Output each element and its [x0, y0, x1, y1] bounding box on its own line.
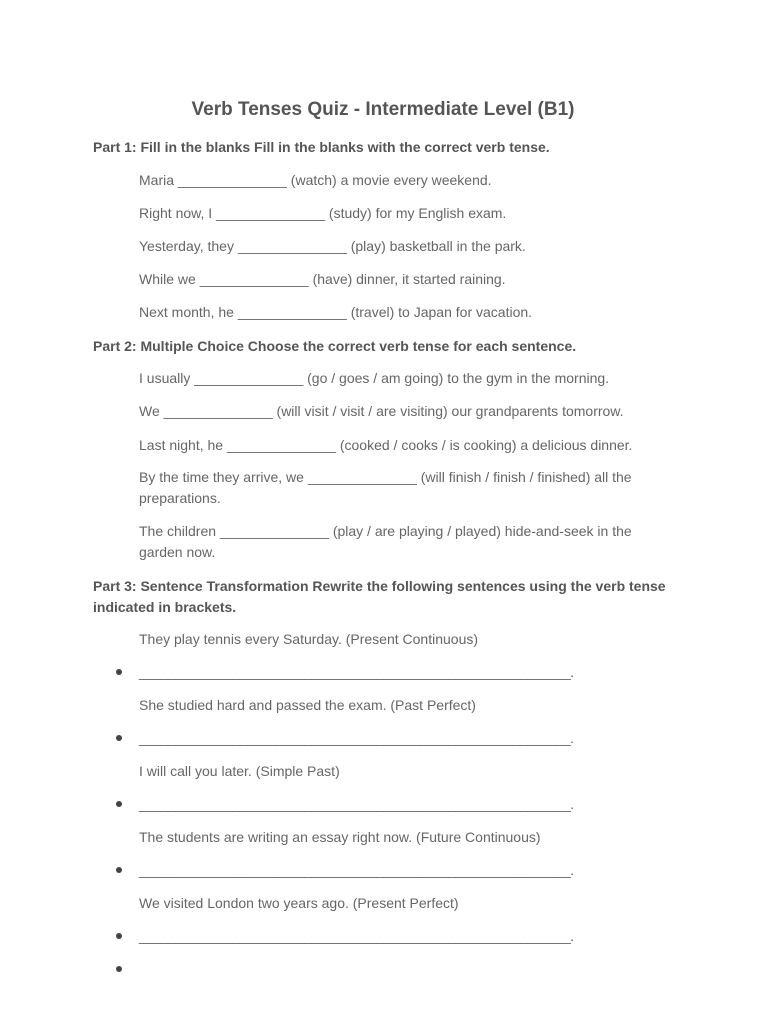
- part3-heading: Part 3: Sentence Transformation Rewrite the following sentences using the verb tense indicated in brackets.: [93, 578, 666, 615]
- bullet-icon: [116, 669, 122, 675]
- answer-line: ____________________________________________________________.: [139, 730, 574, 746]
- part2-item-4: By the time they arrive, we ______________ (will finish / finish / finished) all the preparations.: [139, 469, 632, 506]
- part2-item-1: I usually ______________ (go / goes / am going) to the gym in the morning.: [139, 370, 610, 386]
- answer-list-item: [110, 860, 580, 881]
- part3-item-1: They play tennis every Saturday. (Present Continuous): [139, 631, 479, 647]
- part1-item-3: Yesterday, they ______________ (play) basketball in the park.: [139, 238, 526, 254]
- part1-item-4: While we ______________ (have) dinner, it started raining.: [139, 271, 506, 287]
- bullet-icon: [116, 966, 122, 972]
- part1-item-1: Maria ______________ (watch) a movie every weekend.: [139, 172, 492, 188]
- answer-line: ____________________________________________________________.: [139, 928, 574, 944]
- answer-line: ____________________________________________________________.: [139, 862, 574, 878]
- part1-item-2: Right now, I ______________ (study) for my English exam.: [139, 205, 507, 221]
- part2-item-2: We ______________ (will visit / visit / are visiting) our grandparents tomorrow.: [139, 403, 624, 419]
- bullet-icon: [116, 933, 122, 939]
- empty-list-item: [110, 959, 580, 980]
- part3-item-3: I will call you later. (Simple Past): [139, 763, 340, 779]
- part2-heading: Part 2: Multiple Choice Choose the correct verb tense for each sentence.: [93, 338, 577, 354]
- part2-item-5: The children ______________ (play / are playing / played) hide-and-seek in the garden now.: [139, 523, 632, 560]
- part1-item-5: Next month, he ______________ (travel) to Japan for vacation.: [139, 304, 533, 320]
- answer-list-item: [110, 926, 580, 947]
- bullet-icon: [116, 735, 122, 741]
- answer-list-item: [110, 794, 580, 815]
- part1-heading: Part 1: Fill in the blanks Fill in the blanks with the correct verb tense.: [93, 139, 550, 155]
- part3-item-5: We visited London two years ago. (Present Perfect): [139, 895, 459, 911]
- part3-item-4: The students are writing an essay right now. (Future Continuous): [139, 829, 541, 845]
- page-title: Verb Tenses Quiz - Intermediate Level (B1): [191, 99, 575, 120]
- answer-line: ____________________________________________________________.: [139, 796, 574, 812]
- bullet-icon: [116, 801, 122, 807]
- part2-item-3: Last night, he ______________ (cooked / cooks / is cooking) a delicious dinner.: [139, 437, 633, 453]
- answer-list-item: [110, 662, 580, 683]
- answer-list-item: [110, 728, 580, 749]
- bullet-icon: [116, 867, 122, 873]
- part3-item-2: She studied hard and passed the exam. (Past Perfect): [139, 697, 476, 713]
- answer-line: ____________________________________________________________.: [139, 664, 574, 680]
